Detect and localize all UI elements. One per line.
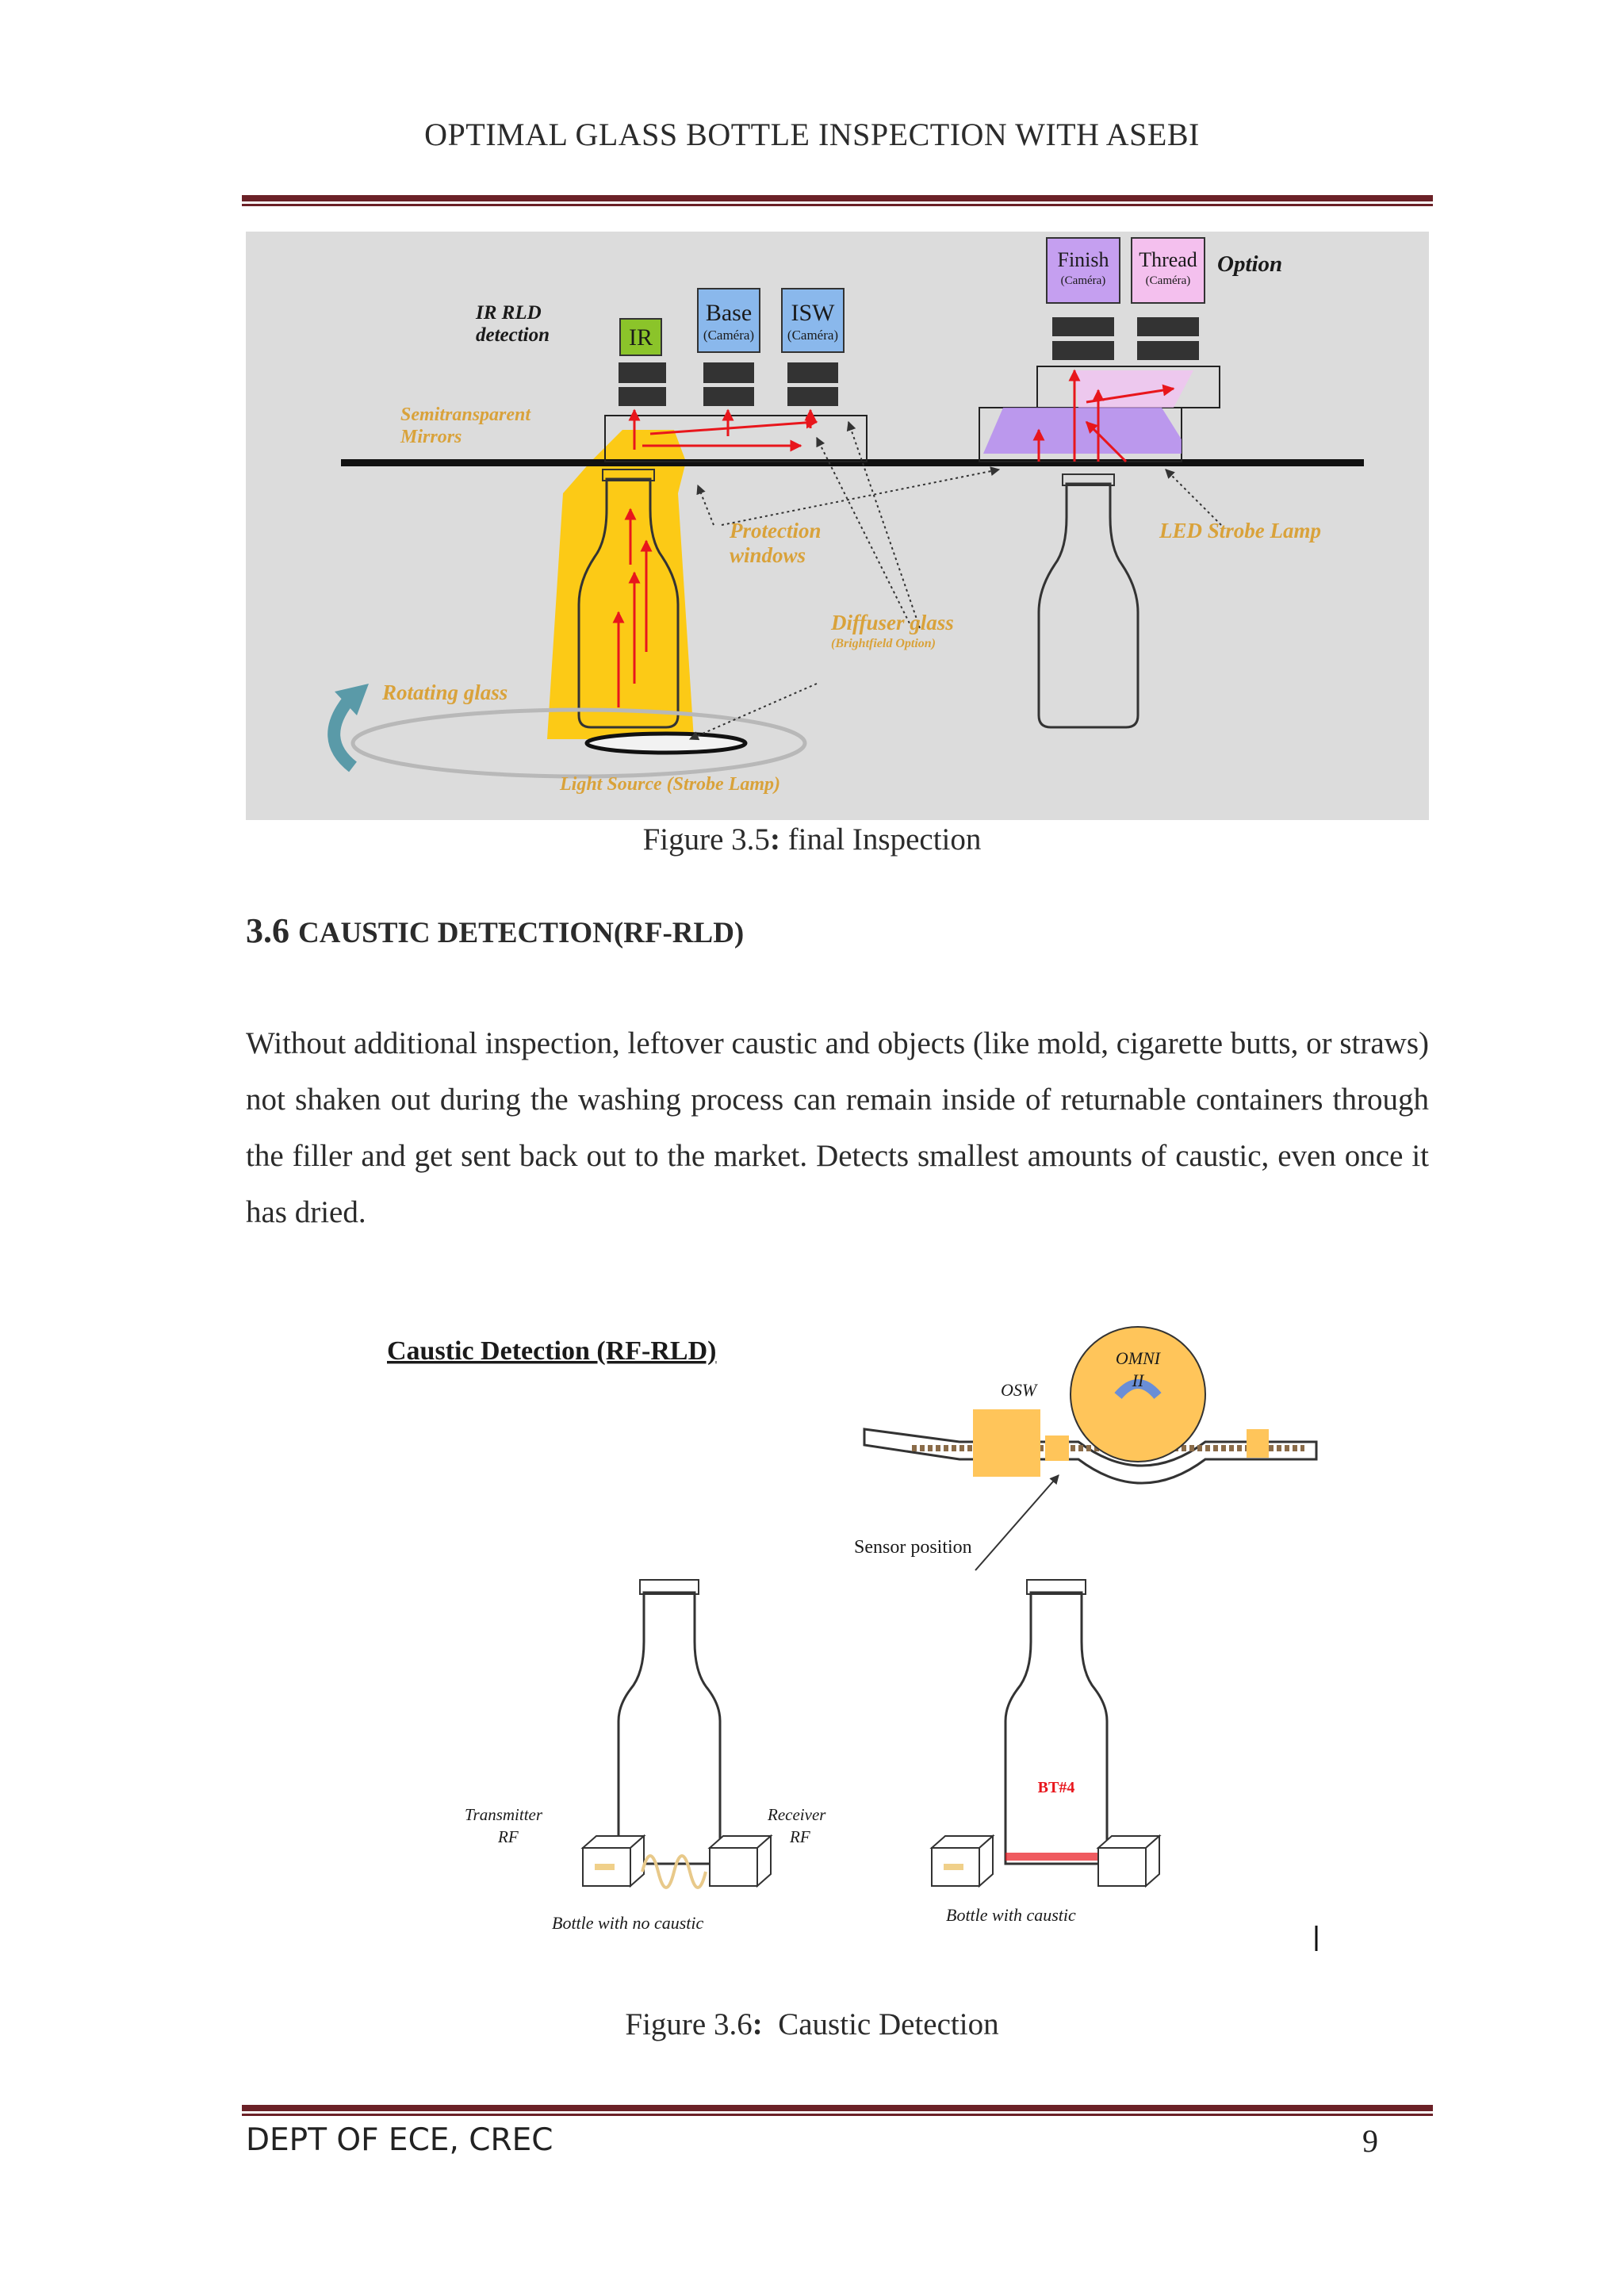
section-title: CAUSTIC DETECTION(RF-RLD) (298, 917, 745, 949)
label-finish-camera: (Caméra) (1060, 274, 1106, 287)
section-number: 3.6 (246, 911, 289, 950)
footer-rule-thin (242, 2114, 1433, 2116)
label-omni: OMNI (1115, 1348, 1161, 1368)
figure-3-5-caption (0, 822, 1624, 857)
receiver-box (710, 1848, 757, 1886)
label-base: Base (705, 300, 753, 326)
label-semitransparent: Semitransparent (400, 404, 531, 425)
caption-colon: : (752, 2007, 763, 2041)
final-inspection-figure (246, 232, 1429, 820)
caustic-detection-figure (317, 1309, 1348, 1959)
caption-prefix: Figure 3.6 (625, 2007, 753, 2041)
figure-3-6-caption (0, 2007, 1624, 2042)
omni-drum (1071, 1327, 1205, 1462)
caption-colon: : (769, 822, 780, 857)
label-thread: Thread (1139, 248, 1197, 271)
label-mirrors: Mirrors (400, 427, 462, 447)
label-finish: Finish (1057, 248, 1109, 271)
label-isw: ISW (791, 300, 835, 326)
label-thread-camera: (Caméra) (1145, 274, 1191, 287)
label-ir-rld: IR RLD (476, 302, 542, 324)
label-with-caustic: Bottle with caustic (946, 1905, 1076, 1925)
header-rule-thick (242, 195, 1433, 201)
running-header: OPTIMAL GLASS BOTTLE INSPECTION WITH ASEBI (424, 117, 1200, 152)
label-sensor-position: Sensor position (854, 1537, 972, 1558)
footer-rule-thick (242, 2105, 1433, 2111)
label-detection: detection (476, 324, 550, 346)
label-omni-ii: II (1132, 1370, 1144, 1390)
label-transmitter: Transmitter (465, 1805, 543, 1824)
label-light-source: Light Source (Strobe Lamp) (560, 774, 781, 795)
osw-box (973, 1409, 1040, 1477)
footer-department: DEPT OF ECE, CREC (246, 2122, 553, 2158)
label-protection: Protection (730, 519, 822, 542)
label-osw: OSW (1001, 1380, 1037, 1400)
body-paragraph: Without additional inspection, leftover caustic and objects (like mold, cigarette butts, or straws) not shaken out during the washing process can remain inside of returnable containers through the filler and get sent back out to the market. Detects smallest amounts of caustic, even once it has dried. (246, 1026, 1429, 1229)
label-ir: IR (629, 324, 653, 351)
label-base-camera: (Caméra) (703, 328, 755, 343)
label-receiver: Receiver (768, 1805, 826, 1824)
label-brightfield: (Brightfield Option) (831, 637, 936, 650)
label-transmitter-rf: RF (498, 1827, 519, 1846)
page-number: 9 (1362, 2123, 1378, 2159)
caption-text: Caustic Detection (762, 2007, 999, 2041)
label-no-caustic: Bottle with no caustic (552, 1913, 704, 1933)
label-windows: windows (730, 543, 806, 567)
label-receiver-rf: RF (790, 1827, 810, 1846)
label-isw-camera: (Caméra) (787, 328, 839, 343)
label-option: Option (1217, 251, 1283, 277)
label-led-strobe: LED Strobe Lamp (1159, 519, 1322, 542)
caption-prefix: Figure 3.5 (642, 822, 770, 857)
label-bt4: BT#4 (1037, 1779, 1075, 1796)
header-rule-thin (242, 204, 1433, 206)
label-rotating: Rotating glass (382, 680, 508, 704)
section-heading (246, 910, 744, 951)
caustic-figure-title: Caustic Detection (RF-RLD) (387, 1336, 717, 1366)
led-strobe-dome (983, 408, 1182, 454)
label-diffuser: Diffuser glass (831, 611, 954, 634)
caption-text: final Inspection (779, 822, 982, 857)
